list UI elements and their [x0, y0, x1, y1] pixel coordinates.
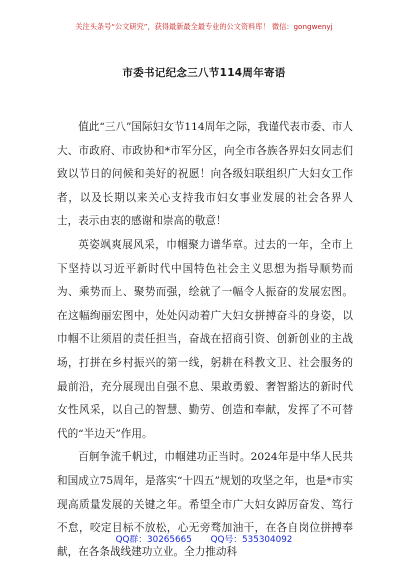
document-body — [57, 116, 353, 564]
paragraph-2: 英姿飒爽展风采，巾帼聚力谱华章。过去的一年，全市上下坚持以习近平新时代中国特色社会主义思想为指导顺势而为、乘势而上、聚势而强，绘就了一幅令人振奋的发展宏图。在这幅绚丽宏图中，处处闪动着广大妇女拼搏奋斗的身姿，以巾帼不让须眉的责任担当，奋战在招商引资、创新创业的主战场，打拼在乡村振兴的第一线，躬耕在科教文卫、社会服务的最前沿，充分展现出自强不息、果敢勇毅、奢智豁达的新时代女性风采，以自己的智慧、勤劳、创造和奉献，发挥了不可替代的“半边天”作用。 — [57, 238, 353, 440]
header-banner — [0, 22, 408, 32]
header-banner-text: 关注头条号“公文研究”，获得最新最全最专业的公文资料库！ 微信：gongwenyj — [75, 22, 333, 31]
paragraph-1: 值此“三八”国际妇女节114周年之际，我谨代表市委、市人大、市政府、市政协和*市军分区，向全市各族各界妇女同志们致以节日的问候和美好的祝愿！向各级妇联组织广大妇女工作者，以及长期以来关心支持我市妇女事业发展的社会各界人士，表示由衷的感谢和崇高的敬意！ — [57, 121, 353, 228]
document-title: 市委书记纪念三八节114周年寄语 — [122, 67, 286, 79]
footer-contact — [0, 534, 408, 546]
footer-qq-number: QQ号：535304092 — [210, 535, 293, 545]
paragraph-3: 百舸争流千帆过，巾帼建功正当时。2024年是中华人民共和国成立75周年，是落实“十四五”规划的攻坚之年，也是*市实现高质量发展的关键之年。希望全市广大妇女踔厉奋发、笃行不怠，咬定目标不放松，心无旁骛加油干，在各自岗位拼搏奉献，在各条战线建功立业。全力推动科 — [57, 451, 353, 558]
footer-qq-group: QQ群：30265665 — [115, 535, 192, 545]
